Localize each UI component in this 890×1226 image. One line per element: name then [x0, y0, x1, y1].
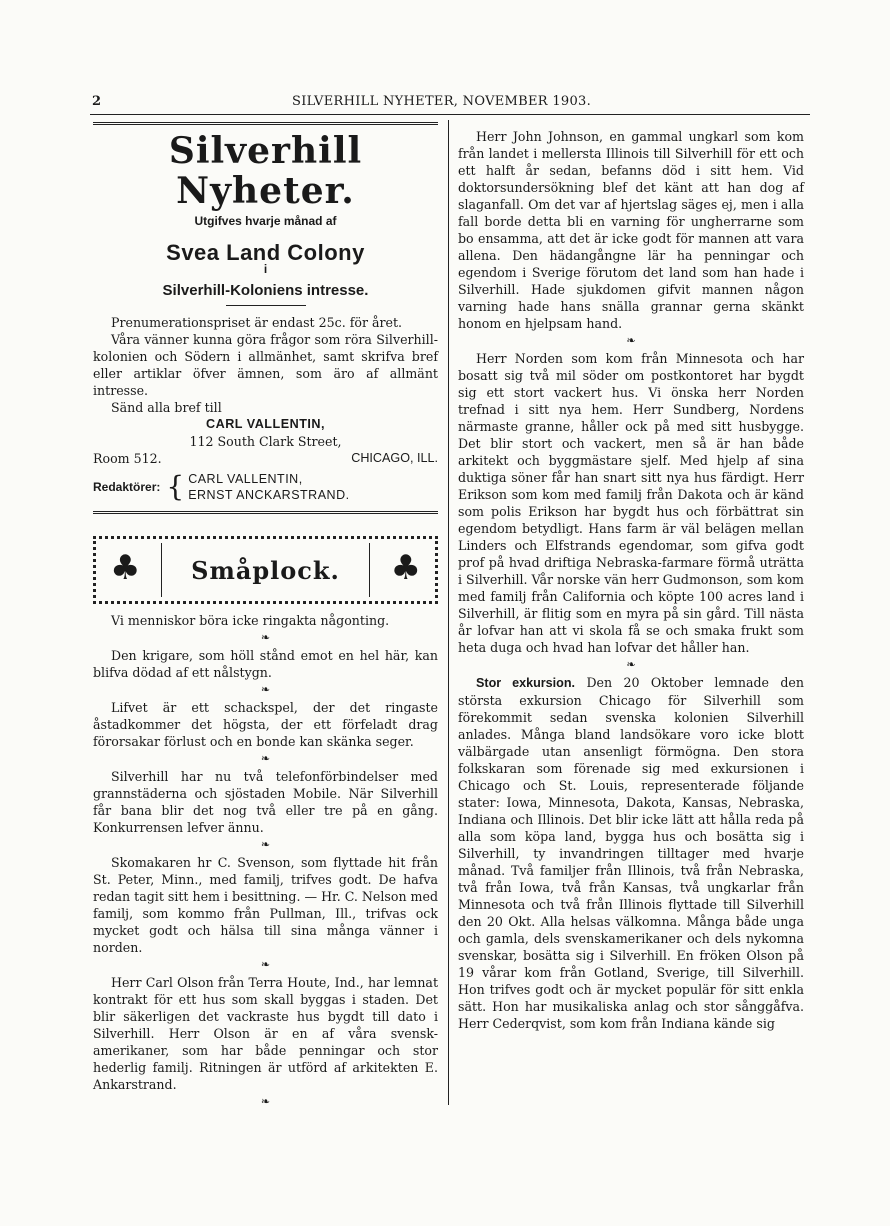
- news-item: Silverhill har nu två telefonförbindelser med grannstäderna och sjöstaden Mobile. När Silverhill får bana blir det nog två eller tre på en gång. Konkurrensen lefver ännu.: [93, 769, 438, 835]
- leaf-ornament-icon: ❧: [626, 658, 636, 671]
- article-lead: Stor exkursion.: [476, 676, 576, 690]
- section-banner: [93, 536, 438, 604]
- news-item-excursion: [458, 674, 804, 1032]
- news-item: Vi menniskor böra icke ringakta någonting.: [111, 613, 390, 628]
- send-letters: Sänd alla bref till: [111, 400, 222, 415]
- editors-label: Redaktörer:: [93, 479, 161, 494]
- editor-2: ERNST ANCKARSTRAND.: [188, 488, 350, 502]
- address-row: [93, 450, 438, 467]
- masthead-subtitle: Utgifves hvarje månad af: [194, 214, 337, 228]
- leaf-ornament-icon: ❧: [260, 683, 271, 696]
- news-item: Herr Norden som kom från Minnesota och har bosatt sig två mil söder om postkontoret har bygdt sig ett stort vackert hus. Vi önska herr Norden trefnad i sitt nya hem. Herr Sundberg, Nordens närmaste granne, håller ock på med sitt husbygge. Det blir stort och vackert, men så är han både arkitekt och byggmästare sjelf. Med hjelp af sina duktiga söner får han snart sitt nya hus färdigt. Herr Erikson som kom med familj från Dakota och är känd som polis Erikson har bygdt hus och förbättrat sin egendom betydligt. Hans farm är väl belägen mellan Linders och Elfstrands egendomar, som gifva godt prof på hvad driftiga Nebraska-farmare förmå uträtta i Silverhill. Vår norske vän herr Gudmonson, som kom med familj från California och köpte 100 acres land i Silverhill, är flitig som en myra på sin gård. Till nästa år lofvar han att vi skola få se och smaka frukt som heta duga och hvad han lofvar det håller han.: [458, 351, 804, 655]
- section-title: Småplock.: [191, 555, 340, 585]
- news-item: Skomakaren hr C. Svenson, som flyttade hit från St. Peter, Minn., med familj, trifves godt. De hafva redan tagit sitt hem i besittning. — Hr. C. Nelson med familj, som kommo från Pullman, Ill., trifvas ock mycket godt och hälsa till sina många vänner i norden.: [93, 855, 439, 955]
- left-column: [93, 122, 438, 1111]
- editor-1: CARL VALLENTIN,: [188, 472, 303, 486]
- masthead-end-rule: [93, 511, 438, 514]
- clover-icon: ♣: [390, 548, 421, 588]
- editors-names: [188, 471, 349, 503]
- city: CHICAGO, ILL.: [351, 451, 438, 465]
- news-item: Lifvet är ett schackspel, der det ringaste åstadkommer det högsta, der ett förfeladt drag förorsakar förlust och en bonde kan skänka seger.: [93, 700, 438, 749]
- news-item: Herr John Johnson, en gammal ungkarl som kom från landet i mellersta Illinois till Silverhill för ett och ett halft år sedan, befanns död i sitt hem. Vid doktorsundersökning blef det känt att han dog af slaganfall. Om det var af hjertslag säges ej, men i alla fall borde detta bli en varning för ungherrarne som bo ensamma, att det är icke godt för mannen att vara allena. Den hädangångne lär ha penningar och egendom i Sverige förutom det land som han hade i Silverhill. Hade sjukdomen gifvit mannen någon varning hade hans snälla grannar gerna skänkt honom en hjelpsam hand.: [458, 129, 804, 331]
- column-divider: [448, 120, 449, 1105]
- leaf-ornament-icon: ❧: [260, 631, 271, 644]
- contact-street: 112 South Clark Street,: [189, 434, 342, 449]
- short-rule: [226, 305, 306, 306]
- room-number: Room 512.: [93, 451, 162, 466]
- publisher-name: Svea Land Colony: [166, 240, 365, 265]
- subscription-price: Prenumerationspriset är endast 25c. för året.: [111, 315, 403, 330]
- news-item: Herr Carl Olson från Terra Houte, Ind., har lemnat kontrakt för ett hus som skall byggas i staden. Det blir säkerligen det vackraste hus bygdt till dato i Silverhill. Herr Olson är en af våra svensk-amerikaner, som har både penningar och stor hederlig familj. Ritningen är utförd af arkitekten E. Ankarstrand.: [93, 975, 438, 1092]
- editors-block: [93, 471, 438, 503]
- page-number: 2: [92, 94, 102, 109]
- info-paragraph: Våra vänner kunna göra frågor som röra Silverhill-kolonien och Södern i allmänhet, samt skrifva bref eller artiklar öfver ämnen, som äro af allmänt intresse.: [93, 332, 438, 398]
- article-body: Den 20 Oktober lemnade den största exkursion Chicago för Silverhill som förekommit sedan svenska kolonien Silverhill anlades. Många bland landsökare voro icke blott välbärgade utan ansenligt förmögna. Den stora folkskaran som förenade sig med exkursionen i Chicago och St. Louis, representerade följande stater: Iowa, Minnesota, Dakota, Kansas, Nebraska, Indiana och Illinois. Det blir icke lätt att hålla reda på alla som köpa land, bygga hus och bosätta sig i Silverhill, ty invandringen tilltager med hvarje månad. Två familjer från Illinois, två från Nebraska, två från Iowa, två från Kansas, två ungkarlar från Minnesota och två från Illinois flyttade till Silverhill den 20 Okt. Alla helsas välkomna. Många både unga och gamla, dels svenskamerikaner och dels nykomna svenskar, bosätta sig i Silverhill. En fröken Olson på 19 vårar kom från Gotland, Sverige, till Silverhill. Hon trifves godt och är mycket populär för sitt enkla sätt. Hon har musikaliska anlag och stor sånggåfva. Herr Cederqvist, som kom från Indiana kände sig: [458, 675, 804, 1031]
- leaf-ornament-icon: ❧: [260, 1095, 271, 1108]
- running-title: SILVERHILL NYHETER, NOVEMBER 1903.: [292, 94, 592, 109]
- masthead-title: Silverhill Nyheter.: [168, 130, 363, 212]
- leaf-ornament-icon: ❧: [260, 752, 271, 765]
- contact-name: CARL VALLENTIN,: [206, 417, 325, 431]
- banner-frame: [161, 543, 370, 597]
- masthead-rule: [93, 122, 438, 125]
- header-rule: [90, 114, 810, 115]
- right-column: [458, 128, 804, 1032]
- leaf-ornament-icon: ❧: [260, 958, 271, 971]
- brace-glyph: {: [166, 470, 185, 503]
- leaf-ornament-icon: ❧: [626, 334, 636, 347]
- news-item: Den krigare, som höll stånd emot en hel här, kan blifva dödad af ett nålstygn.: [93, 648, 438, 680]
- conjunction: i: [263, 262, 268, 276]
- clover-icon: ♣: [110, 548, 141, 588]
- leaf-ornament-icon: ❧: [260, 838, 271, 851]
- interest-line: Silverhill-Koloniens intresse.: [162, 282, 369, 299]
